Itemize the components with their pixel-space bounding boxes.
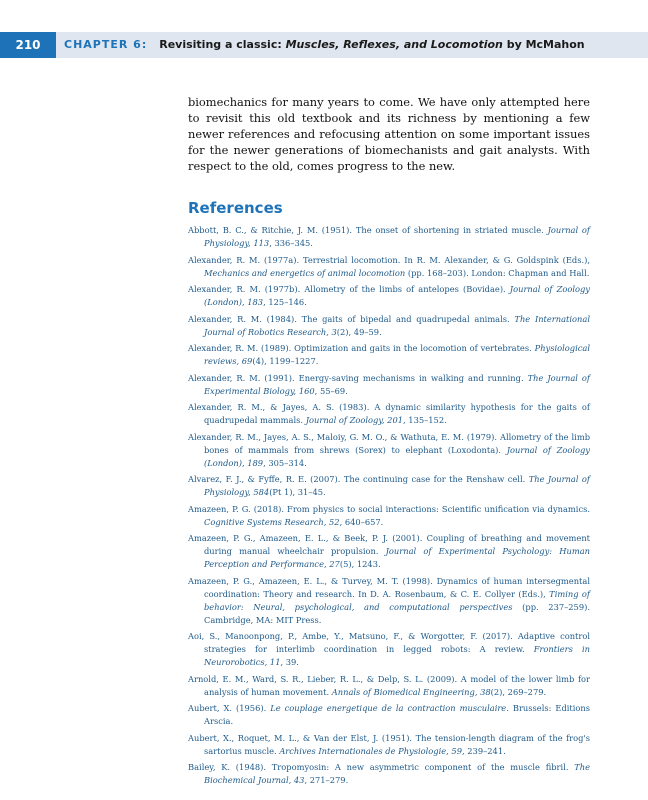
references-list [188, 224, 590, 791]
reference-entry: Alexander, R. M. (1977a). Terrestrial locomotion. In R. M. Alexander, & G. Goldspink (Eds.), Mechanics and energetics of animal locomotion (pp. 168–203). London: Chapman and Hall. [188, 254, 590, 278]
reference-entry: Alvarez, F. J., & Fyffe, R. E. (2007). The continuing case for the Renshaw cell. The Journal of Physiology, 584(Pt 1), 31–45. [188, 474, 590, 497]
title-prefix: Revisiting a classic: [159, 38, 286, 51]
reference-entry: Aubert, X. (1956). Le couplage energetique de la contraction musculaire. Brussels: Editions Arscia. [188, 703, 590, 726]
reference-entry: Aubert, X., Roquet, M. L., & Van der Elst, J. (1951). The tension-length diagram of the frog's sartorius muscle. Archives Internationales de Physiologie, 59, 239–241. [188, 732, 590, 756]
reference-entry: Alexander, R. M., Jayes, A. S., Maloiy, G. M. O., & Wathuta, E. M. (1979). Allometry of the limb bones of mammals from shrews (Sorex) to elephant (Loxodonta). Journal of Zoology (London), 189, 305–314. [188, 431, 590, 468]
reference-entry: Alexander, R. M. (1977b). Allometry of the limbs of antelopes (Bovidae). Journal of Zoology (London), 183, 125–146. [188, 284, 590, 307]
reference-entry: Amazeen, P. G., Amazeen, E. L., & Beek, P. J. (2001). Coupling of breathing and movement during manual wheelchair propulsion. Journal of Experimental Psychology: Human Perception and Performance, 27(5), 1243. [188, 533, 590, 569]
reference-entry: Aoi, S., Manoonpong, P., Ambe, Y., Matsuno, F., & Worgotter, F. (2017). Adaptive control strategies for interlimb coordination in legged robots: A review. Frontiers in Neurorobotics, 11, 39. [188, 631, 590, 667]
reference-entry: Abbott, B. C., & Ritchie, J. M. (1951). The onset of shortening in striated muscle. Journal of Physiology, 113, 336–345. [188, 225, 590, 248]
reference-entry: Bailey, K. (1948). Tropomyosin: A new asymmetric component of the muscle fibril. The Biochemical Journal, 43, 271–279. [188, 762, 590, 785]
reference-entry: Amazeen, P. G., Amazeen, E. L., & Turvey, M. T. (1998). Dynamics of human intersegmental coordination: Theory and research. In D. A. Rosenbaum, & C. E. Collyer (Eds.), Timing of behavior: Neural, psychological, and computational perspectives (pp. 237–259). Cambridge, MA: MIT Press. [188, 575, 590, 625]
title-italic: Muscles, Reflexes, and Locomotion [285, 38, 503, 51]
reference-entry: Alexander, R. M. (1989). Optimization and gaits in the locomotion of vertebrates. Physiological reviews, 69(4), 1199–1227. [188, 343, 590, 366]
reference-entry: Alexander, R. M. (1984). The gaits of bipedal and quadrupedal animals. The International Journal of Robotics Research, 3(2), 49–59. [188, 313, 590, 337]
title-suffix: by McMahon [502, 38, 585, 51]
running-header [0, 32, 648, 58]
page-number: 210 [0, 32, 56, 58]
reference-entry: Alexander, R. M. (1991). Energy-saving mechanisms in walking and running. The Journal of Experimental Biology, 160, 55–69. [188, 372, 590, 396]
reference-entry: Alexander, R. M., & Jayes, A. S. (1983). A dynamic similarity hypothesis for the gaits of quadrupedal mammals. Journal of Zoology, 201, 135–152. [188, 402, 590, 425]
references-heading: References [188, 199, 283, 217]
header-title [64, 32, 585, 58]
intro-paragraph: biomechanics for many years to come. We have only attempted here to revisit this old textbook and its richness by mentioning a few newer references and refocusing attention on some important issues for the newer generations of biomechanists and gait analysts. With respect to the old, comes progress to the new. [188, 95, 590, 173]
reference-entry: Amazeen, P. G. (2018). From physics to social interactions: Scientific unification via dynamics. Cognitive Systems Research, 52, 640–657. [188, 503, 590, 527]
reference-entry: Arnold, E. M., Ward, S. R., Lieber, R. L., & Delp, S. L. (2009). A model of the lower limb for analysis of human movement. Annals of Biomedical Engineering, 38(2), 269–279. [188, 673, 590, 697]
chapter-label: CHAPTER 6: [64, 38, 148, 51]
